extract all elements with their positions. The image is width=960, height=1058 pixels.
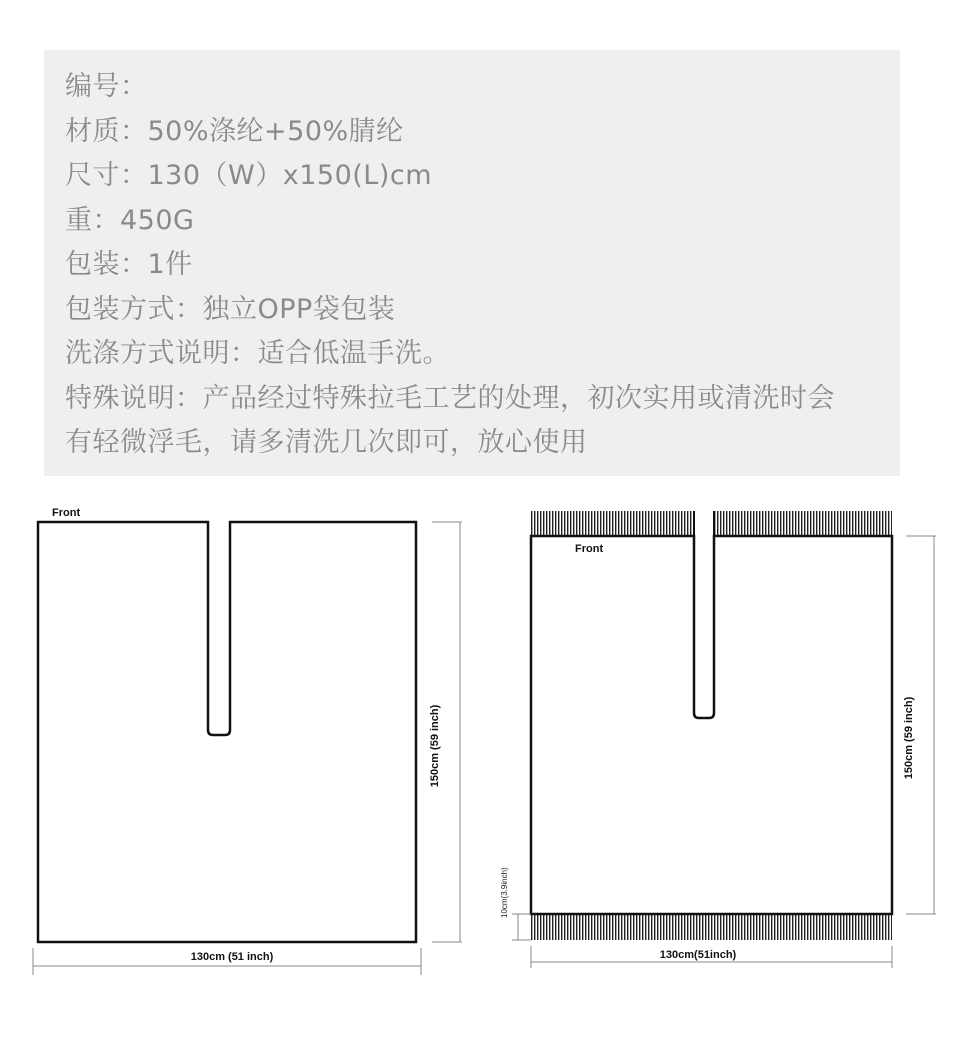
right-bottom-fringe <box>531 914 892 940</box>
diagram-right <box>500 511 936 968</box>
right-front-label: Front <box>575 543 604 555</box>
diagram-left <box>33 507 462 975</box>
left-width-label: 130cm (51 inch) <box>190 951 274 963</box>
spec-material: 材质：50%涤纶+50%腈纶 <box>65 116 404 147</box>
right-fringe-label: 10cm(3.9inch) <box>500 867 509 918</box>
spec-package: 包装：1件 <box>65 249 193 280</box>
spec-code: 编号： <box>65 71 148 102</box>
left-blanket-outline <box>38 522 416 942</box>
spec-weight: 重：450G <box>65 205 195 236</box>
spec-note-line2: 有轻微浮毛，请多清洗几次即可，放心使用 <box>65 427 588 458</box>
spec-package-method: 包装方式：独立OPP袋包装 <box>65 294 396 325</box>
right-top-fringe-left <box>531 511 694 536</box>
left-front-label: Front <box>52 507 81 519</box>
right-blanket-outline <box>531 536 892 914</box>
spec-note-line1: 特殊说明：产品经过特殊拉毛工艺的处理，初次实用或清洗时会 <box>65 383 835 414</box>
right-width-label: 130cm(51inch) <box>659 949 737 961</box>
right-top-fringe-right <box>714 511 892 536</box>
left-height-label: 150cm (59 inch) <box>429 704 441 788</box>
spec-wash: 洗涤方式说明：适合低温手洗。 <box>65 338 450 369</box>
right-height-label: 150cm (59 inch) <box>903 696 915 780</box>
spec-size: 尺寸：130（W）x150(L)cm <box>65 160 433 191</box>
